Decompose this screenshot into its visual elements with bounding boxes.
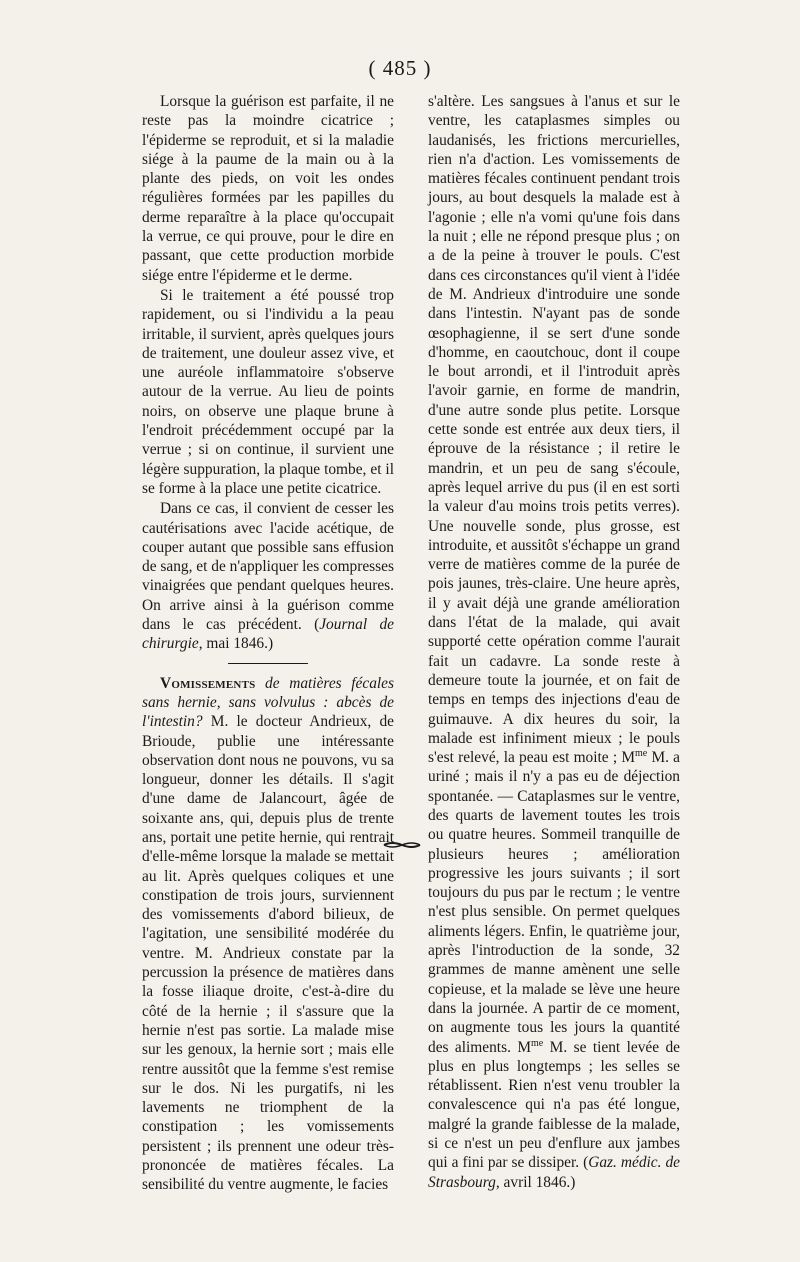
citation-source: Journal de chirurgie <box>142 616 394 653</box>
title-abbrev: me <box>635 747 648 759</box>
paragraph-text: M. le docteur Andrieux, de Brioude, publie une intéressante observation dont nous ne pouvons, vu sa longueur, donner les détails. Il s'agit d'une dame de Jalancourt, âgée de soixante ans, qui, depuis plus de trente ans, portait une petite hernie, qui rentrait d'elle-même lorsque la malade se mettait au lit. Après quelques coliques et une constipation de trois jours, surviennent des vomissements d'abord bilieux, de l'agitation, une sensibilité modérée du ventre. M. Andrieux constate par la percussion la présence de matières dans la fosse iliaque droite, c'est-à-dire du côté de la hernie ; il s'assure que la hernie n'est pas sortie. La malade mise sur les genoux, la hernie sort ; mais elle rentre aussitôt que la femme s'est remise sur le dos. Ni les purgatifs, ni les lavements ne triomphent de la constipation ; les vomissements persistent ; ils prennent une odeur très-prononcée de matières fécales. La sensibilité du ventre augmente, le facies <box>142 713 394 1194</box>
page-number: ( 485 ) <box>368 56 432 80</box>
paragraph-text: s'altère. Les sangsues à l'anus et sur le ventre, les cataplasmes simples ou laudanisés, les frictions mercurielles, rien n'a d'action. Les vomissements de matières fécales continuent pendant trois jours, au bout desquels la malade est à l'agonie ; elle n'a vomi qu'une fois dans la nuit ; elle ne répond presque plus ; on a de la peine à trouver le pouls. C'est dans ces circonstances qu'il vient à l'idée de M. Andrieux d'introduire une sonde dans l'intestin. N'ayant pas de sonde œsophagienne, il se sert d'une sonde d'homme, en caoutchouc, dont il coupe le bout arrondi, et il l'introduit après l'avoir garnie, en forme de mandrin, d'une autre sonde plus petite. Lorsque cette sonde est entrée aux deux tiers, il éprouve de la résistance ; il retire le mandrin, et un peu de sang s'écoule, après lequel arrive du pus (il en est sorti la valeur d'au moins trois petits verres). Une nouvelle sonde, plus grosse, est introduite, et aussitôt s'échappe un grand verre de matières comme de la purée de pois jaunes, très-claire. Une heure après, il y avait déjà une grande amélioration dans l'état de la malade, qui avait supporté cette opération comme l'aurait fait un cadavre. La sonde reste à demeure toute la journée, et on fait de temps en temps des injections d'eau de guimauve. A dix heures du soir, la malade est infiniment mieux ; le pouls s'est relevé, la peau est moite ; M <box>428 93 680 767</box>
paragraph: Lorsque la guérison est parfaite, il ne reste pas la moindre cicatrice ; l'épiderme se reproduit, et si la maladie siége à la paume de la main ou à la plante des pieds, on voit les ondes régulières formées par les papilles du derme reparaître à la place qu'occupait la verrue, ce qui prouve, pour le dire en passant, que cette production morbide siége entre l'épiderme et le derme. <box>142 93 394 284</box>
paragraph-text: M. a uriné ; mais il n'y a pas eu de déjection spontanée. — Cataplasmes sur le ventre, des quarts de lavement toutes les trois ou quatre heures. Sommeil tranquille de plusieurs heures ; amélioration progressive les jours suivants ; il sort toujours du pus par le rectum ; le ventre n'est plus sensible. On permet quelques aliments légers. Enfin, le quatrième jour, après l'introduction de la sonde, 32 grammes de manne amènent une selle copieuse, et la malade se lève une heure dans la journée. A partir de ce moment, on augmente tous les jours la quantité des aliments. M <box>428 749 681 1056</box>
paragraph <box>428 92 680 1192</box>
paragraph-text: M. se tient levée de plus en plus longtemps ; les selles se rétablissent. Rien n'est venu troubler la convalescence qui n'a pas été longue, malgré la grande faiblesse de la malade, si ce n'est un peu d'enflure aux jambes qui a fini par se dissiper. ( <box>428 1038 681 1172</box>
article-title: de matières fécales sans hernie, sans volvulus : abcès de l'intestin? <box>142 674 394 731</box>
paragraph: Si le traitement a été poussé trop rapidement, ou si l'individu a la peau irritable, il survient, après quelques jours de traitement, une douleur assez vive, et une auréole inflammatoire s'observe autour de la verrue. Au lieu de points noirs, on observe une plaque brune à l'endroit précédemment occupé par la verrue ; si on continue, il survient une légère suppuration, la plaque tombe, et il se forme à la place une petite cicatrice. <box>142 286 394 497</box>
end-ornament-icon <box>382 841 422 849</box>
paragraph-text: Dans ce cas, il convient de cesser les cautérisations avec l'acide acétique, de couper autant que possible sans effusion de sang, et de n'appliquer les compresses vinaigrées que pendant quelques heures. On arrive ainsi à la guérison comme dans le cas précédent. ( <box>142 500 394 634</box>
citation-source: Gaz. médic. de Strasbourg <box>428 1154 680 1191</box>
citation-date: , avril 1846.) <box>495 1173 576 1191</box>
citation-date: , mai 1846.) <box>198 635 274 653</box>
paragraph <box>142 499 394 653</box>
article-paragraph <box>142 674 394 1195</box>
right-column <box>428 92 680 1195</box>
title-abbrev: me <box>531 1037 544 1049</box>
article-heading: Vomissements <box>160 674 256 692</box>
text-columns <box>142 92 680 1195</box>
left-column <box>142 92 394 1195</box>
section-divider <box>228 663 308 664</box>
